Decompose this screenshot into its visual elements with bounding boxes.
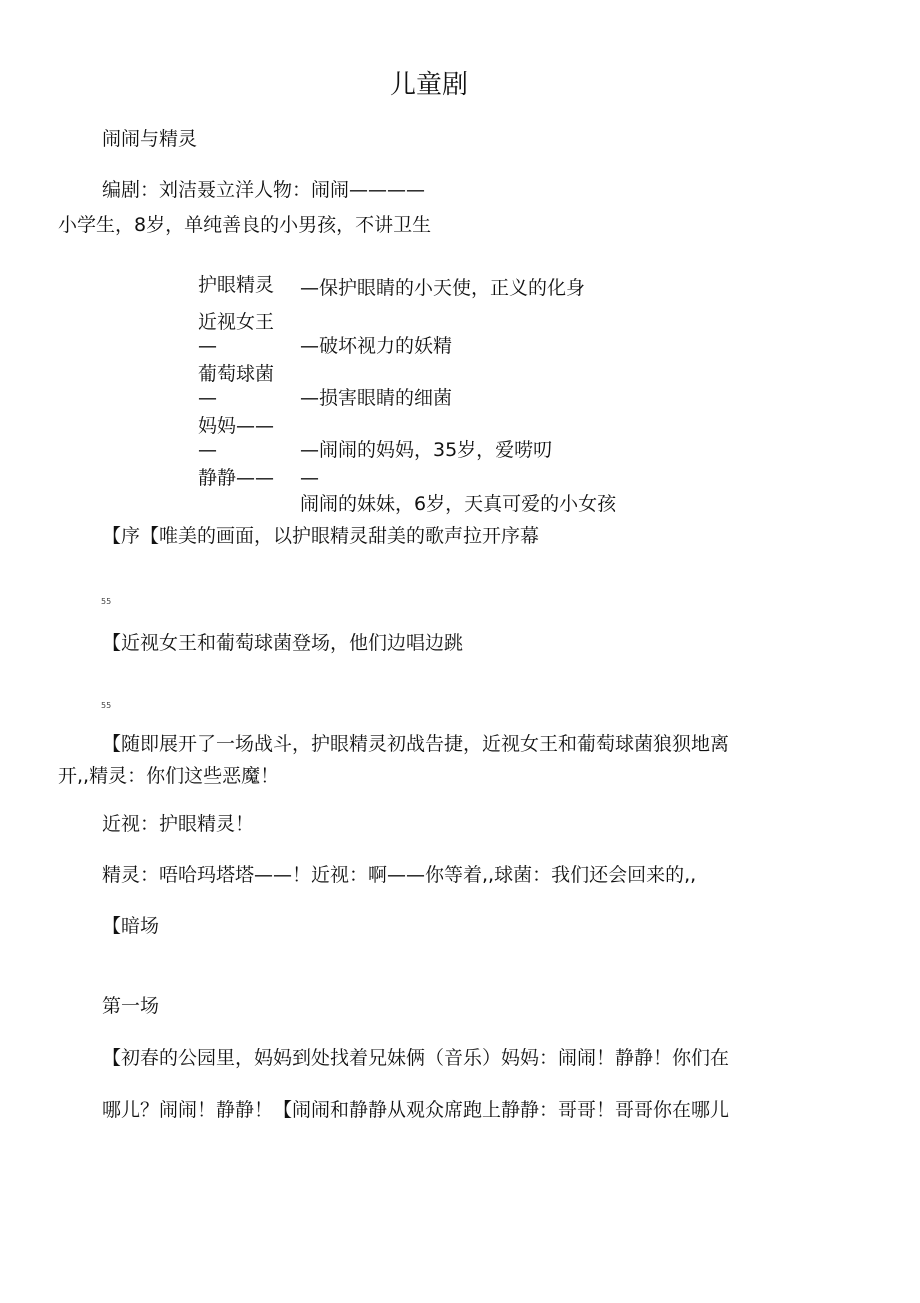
character-desc: —闹闹的妈妈，35岁，爱唠叨 xyxy=(300,439,553,461)
character-name: 护眼精灵 xyxy=(198,274,275,296)
scene-text: 哪儿？闹闹！静静！【闹闹和静静从观众席跑上静静：哥哥！哥哥你在哪儿 xyxy=(102,1099,730,1121)
character-name: 妈妈—— xyxy=(198,415,275,437)
character-desc: —破坏视力的妖精 xyxy=(300,335,453,357)
character-desc: —损害眼睛的细菌 xyxy=(300,387,453,409)
scene-text: 【初春的公园里，妈妈到处找着兄妹俩（音乐）妈妈：闹闹！静静！你们在 xyxy=(102,1047,730,1069)
stage-direction-battle: 【随即展开了一场战斗，护眼精灵初战告捷，近视女王和葡萄球菌狼狈地离 xyxy=(102,733,730,755)
character-dash: — xyxy=(198,335,217,357)
character-desc-cut: 闹闹的妹妹，6岁，天真可爱的小女孩 xyxy=(300,493,617,515)
character-dash: — xyxy=(198,439,217,461)
character-name: 近视女王 xyxy=(198,311,275,333)
stage-direction-prologue: 【序【唯美的画面，以护眼精灵甜美的歌声拉开序幕 xyxy=(102,525,540,547)
character-desc: —保护眼睛的小天使，正义的化身 xyxy=(300,277,586,299)
dialogue-line: 精灵：唔哈玛塔塔——！近视：啊——你等着,,球菌：我们还会回来的,, xyxy=(102,864,697,886)
quote-mark: 55 xyxy=(101,597,112,606)
character-name: 静静—— xyxy=(198,467,275,489)
author-line: 编剧：刘洁聂立洋人物：闹闹———— xyxy=(102,179,426,201)
battle-continuation: 开,,精灵：你们这些恶魔！ xyxy=(58,765,280,787)
quote-mark: 55 xyxy=(101,701,112,710)
character-dash: — xyxy=(198,387,217,409)
stage-direction-entrance: 【近视女王和葡萄球菌登场，他们边唱边跳 xyxy=(102,632,464,654)
scene-heading: 第一场 xyxy=(102,995,160,1017)
play-subtitle: 闹闹与精灵 xyxy=(102,128,198,150)
stage-direction-dark: 【暗场 xyxy=(102,915,160,937)
dialogue-line: 近视：护眼精灵！ xyxy=(102,813,255,835)
doc-title: 儿童剧 xyxy=(390,70,469,100)
character-desc: — xyxy=(300,467,319,489)
character-note: 小学生，8岁，单纯善良的小男孩，不讲卫生 xyxy=(58,214,432,236)
character-name: 葡萄球菌 xyxy=(198,363,275,385)
clipped-line xyxy=(300,488,720,515)
